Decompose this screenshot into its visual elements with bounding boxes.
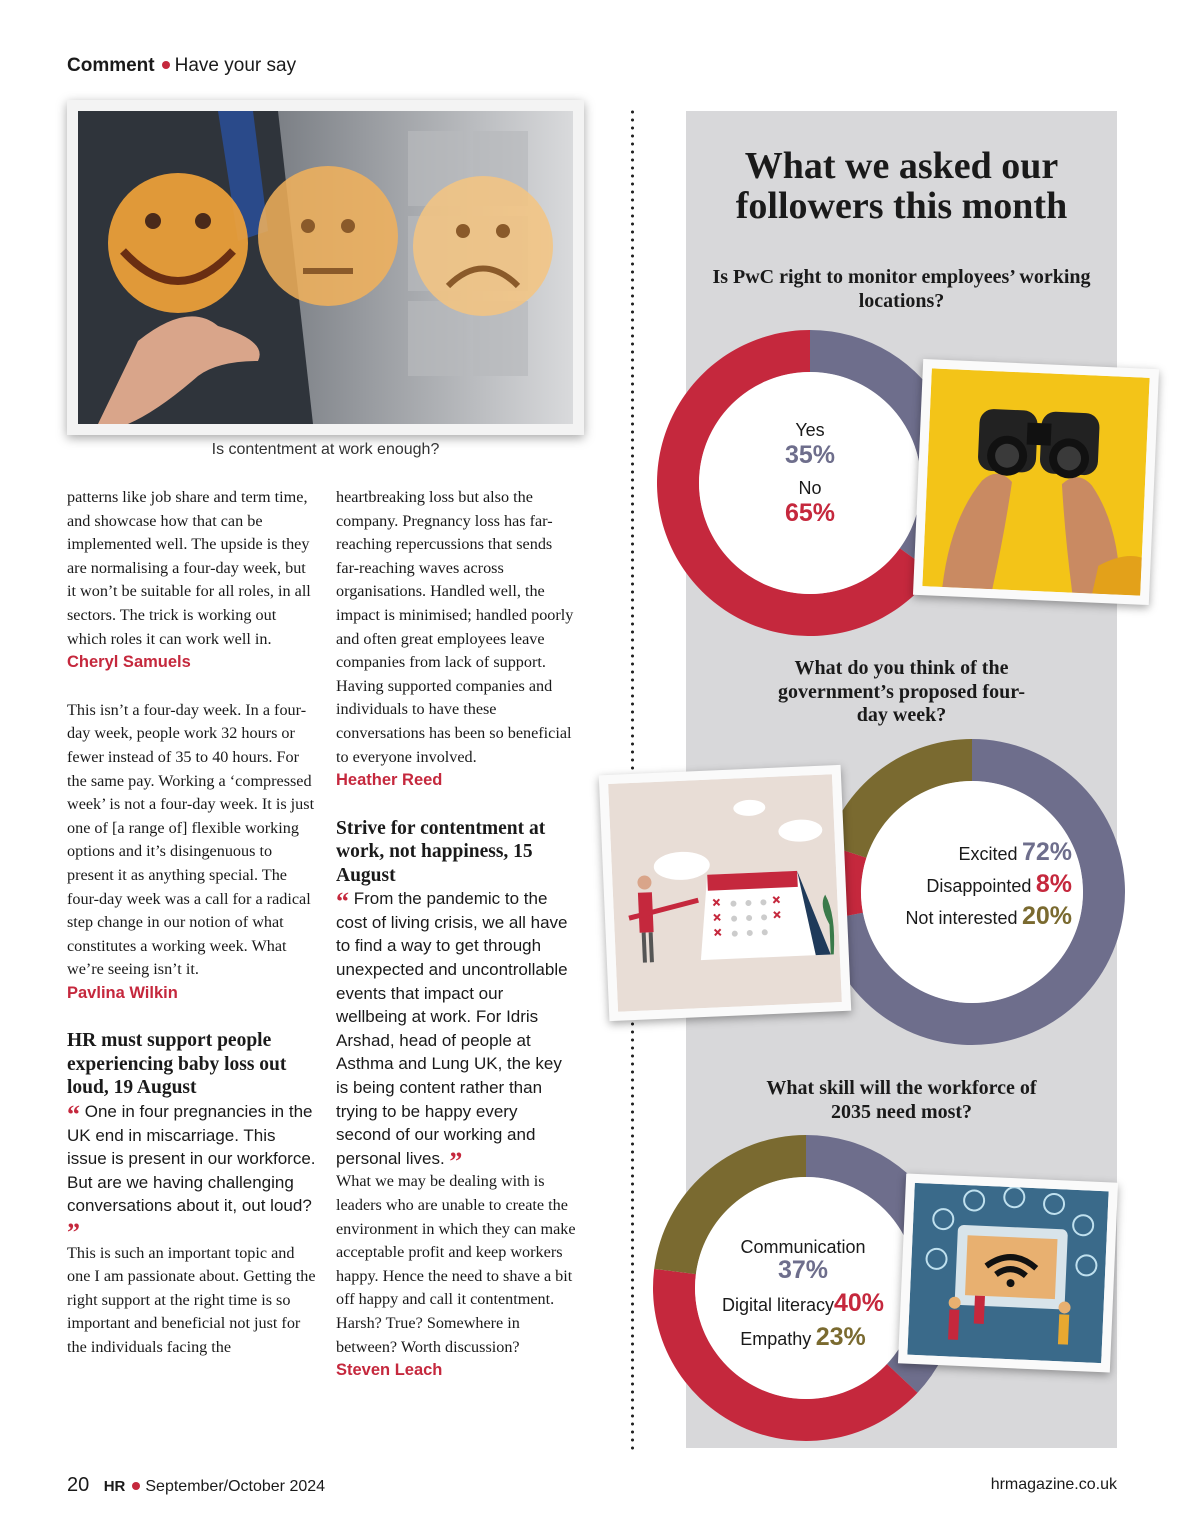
calendar-illustration — [599, 765, 852, 1021]
section-subtitle: Have your say — [174, 55, 297, 76]
open-quote-icon: “ — [67, 1099, 80, 1129]
section-header — [67, 55, 296, 77]
poll-question-3: What skill will the workforce of 2035 need most? — [766, 1077, 1037, 1123]
legend-label: No — [798, 478, 822, 498]
digital-skills-image — [907, 1183, 1108, 1363]
paragraph: heartbreaking loss but also the company. Pregnancy loss has far-reaching repercussions that sends far-reaching waves across organisations. Handled well, the impact is minimised; handled poorly and often great employees leave companies from lack of support. Having supported companies and individuals to have these conversations has been so beneficial to everyone involved. — [336, 488, 574, 766]
emoji-faces-image — [78, 111, 573, 424]
legend-value: 23% — [815, 1323, 866, 1351]
comment-author: Heather Reed — [336, 771, 443, 790]
digital-skills-illustration — [898, 1173, 1118, 1372]
paragraph: This isn’t a four-day week. In a four-day week, people work 32 hours or fewer instead of 35 to 40 hours. For the same pay. Working a ‘compressed week’ is not a four-day week. It is just one of [a range of] flexible working options and it’s disingenuous to present it as anything special. The four-day week was a call for a radical step change in our notion of what constitutes a working week. What we’re seeing isn’t it. — [67, 700, 315, 979]
close-quote-icon: ” — [67, 1217, 80, 1247]
legend-value: 40% — [834, 1289, 885, 1317]
poll-question-2: What do you think of the government’s proposed four-day week? — [777, 657, 1026, 726]
donut-1-labels — [740, 420, 880, 528]
legend-value: 37% — [777, 1256, 829, 1284]
hero-photo — [67, 100, 584, 435]
pull-quote-text: One in four pregnancies in the UK end in miscarriage. This issue is present in our workforce. But are we having challenging conversations about it, out loud? — [67, 1101, 316, 1216]
hero-caption: Is contentment at work enough? — [211, 441, 440, 458]
comment-column-1 — [67, 486, 317, 1360]
panel-title: What we asked our followers this month — [735, 145, 1068, 227]
comment-column-2 — [336, 486, 576, 1383]
page-number: 20 — [67, 1474, 90, 1496]
paragraph: What we may be dealing with is leaders who are unable to create the environment in which they can make acceptable profit and keep workers happy. Hence the need to shave a bit off happy and call it contentment. Harsh? True? Somewhere in between? Worth discussion? — [336, 1172, 576, 1356]
pull-quote — [67, 1099, 317, 1247]
pull-quote — [336, 887, 576, 1176]
website: hrmagazine.co.uk — [990, 1476, 1117, 1493]
legend-label: Disappointed — [926, 876, 1032, 896]
paragraph: This is such an important topic and one I am passionate about. Getting the right support at the right time is so important and beneficial not just for the individuals facing the — [67, 1243, 316, 1356]
legend-label: Not interested — [905, 908, 1018, 928]
legend-label: Digital literacy — [721, 1295, 834, 1315]
open-quote-icon: “ — [336, 887, 349, 917]
bullet-icon — [162, 61, 170, 69]
issue-date: September/October 2024 — [145, 1478, 326, 1495]
page-footer — [67, 1474, 1117, 1497]
section-name: Comment — [67, 55, 155, 76]
poll-question-1: Is PwC right to monitor employees’ working locations? — [712, 266, 1091, 312]
close-quote-icon: ” — [449, 1146, 463, 1176]
legend-label: Excited — [958, 844, 1018, 864]
donut-3-labels — [712, 1237, 894, 1356]
legend-value: 72% — [1021, 838, 1072, 866]
legend-value: 35% — [784, 441, 836, 469]
comment-author: Steven Leach — [336, 1361, 443, 1380]
legend-value: 65% — [784, 499, 836, 527]
paragraph: patterns like job share and term time, and showcase how that can be implemented well. The upside is they are normalising a four-day week, but it won’t be suitable for all roles, in all sectors. The trick is working out which roles it can work well in. — [67, 488, 311, 648]
comment-author: Cheryl Samuels — [67, 653, 191, 672]
article-heading: HR must support people experiencing baby loss out loud, 19 August — [67, 1030, 287, 1099]
legend-value: 8% — [1035, 870, 1072, 898]
donut-2-labels — [872, 838, 1072, 934]
legend-label: Yes — [795, 420, 825, 440]
bullet-icon — [132, 1482, 140, 1490]
legend-label: Communication — [740, 1237, 866, 1257]
binoculars-image — [922, 368, 1149, 595]
calendar-image — [608, 774, 842, 1012]
legend-label: Empathy — [740, 1329, 812, 1349]
binoculars-photo — [913, 359, 1159, 605]
comment-author: Pavlina Wilkin — [67, 983, 178, 1002]
magazine-name: HR — [103, 1478, 126, 1495]
pull-quote-text: From the pandemic to the cost of living crisis, we all have to find a way to get through unexpected and uncontrollable events that impact our wellbeing at work. For Idris Arshad, head of people at Asthma and Lung UK, the key is being content rather than trying to be happy every second of our working and personal lives. — [336, 889, 568, 1168]
article-heading: Strive for contentment at work, not happiness, 15 August — [336, 817, 546, 886]
legend-value: 20% — [1021, 902, 1072, 930]
